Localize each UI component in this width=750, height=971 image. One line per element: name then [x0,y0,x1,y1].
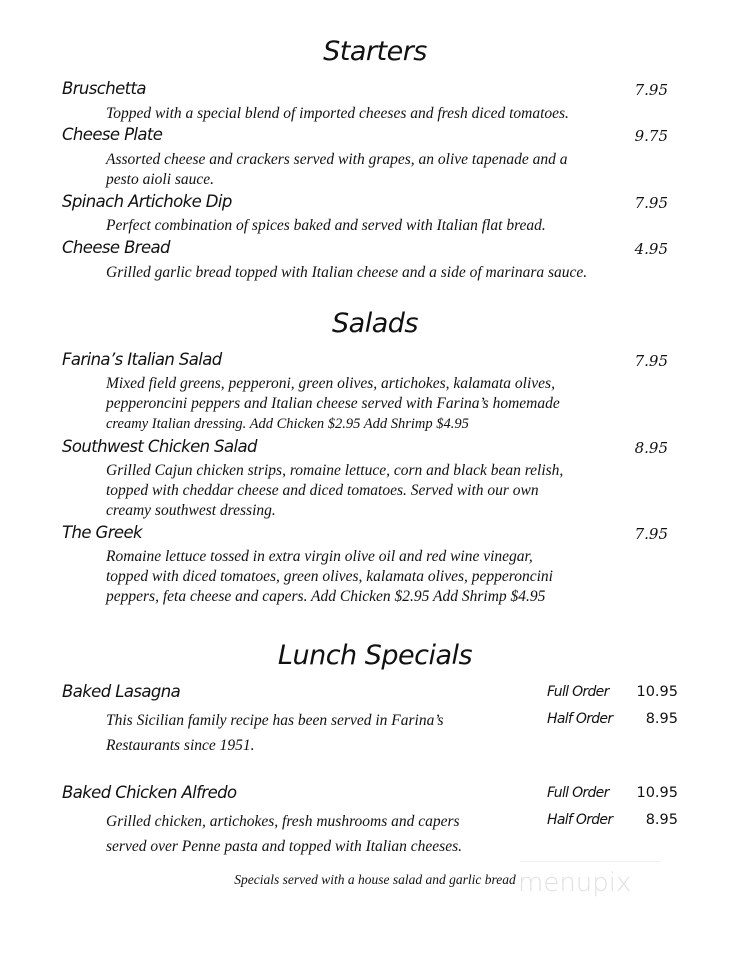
item-price-cheese-bread: 4.95 [634,240,668,258]
item-description-baked-chicken-alfredo [106,809,526,859]
description-line: Restaurants since 1951. [106,737,255,754]
description-line: peppers, feta cheese and capers. Add Chicken $2.95 Add Shrimp $4.95 [106,588,546,605]
description-line: Grilled chicken, artichokes, fresh mushrooms and capers [106,813,460,830]
description-line: Romaine lettuce tossed in extra virgin olive oil and red wine vinegar, [106,548,533,565]
section-title-salads: Salads [332,308,418,339]
item-name-southwest-chicken-salad: Southwest Chicken Salad [62,437,257,456]
full-order-price-baked-lasagna: 10.95 [636,684,678,700]
item-name-spinach-artichoke-dip: Spinach Artichoke Dip [62,192,232,211]
description-line: topped with cheddar cheese and diced tomatoes. Served with our own [106,482,539,499]
description-line: creamy Italian dressing. Add Chicken $2.95 Add Shrimp $4.95 [106,416,469,432]
item-name-farinas-italian-salad: Farina’s Italian Salad [62,350,222,369]
description-line: pesto aioli sauce. [106,171,215,188]
item-name-baked-chicken-alfredo: Baked Chicken Alfredo [62,783,237,802]
half-order-label-baked-lasagna: Half Order [547,711,613,727]
section-title-lunch-specials: Lunch Specials [277,640,473,671]
item-description-cheese-bread [106,263,646,283]
description-line: Grilled Cajun chicken strips, romaine lettuce, corn and black bean relish, [106,462,564,479]
menupix-watermark: menupix [518,868,632,898]
item-description-baked-lasagna [106,708,526,758]
half-order-label-baked-chicken-alfredo: Half Order [547,812,613,828]
description-line: topped with diced tomatoes, green olives, kalamata olives, pepperoncini [106,568,553,585]
description-line: Mixed field greens, pepperoni, green olives, artichokes, kalamata olives, [106,375,555,392]
item-name-bruschetta: Bruschetta [62,79,146,98]
description-line: Assorted cheese and crackers served with grapes, an olive tapenade and a [106,151,568,168]
description-line: Perfect combination of spices baked and served with Italian flat bread. [106,217,546,234]
item-price-southwest-chicken-salad: 8.95 [634,439,668,457]
item-name-the-greek: The Greek [62,523,142,542]
item-price-farinas-italian-salad: 7.95 [634,352,668,370]
watermark-divider [520,861,660,862]
item-price-bruschetta: 7.95 [634,81,668,99]
item-name-cheese-bread: Cheese Bread [62,238,170,257]
item-name-baked-lasagna: Baked Lasagna [62,682,181,701]
full-order-price-baked-chicken-alfredo: 10.95 [636,785,678,801]
description-line: pepperoncini peppers and Italian cheese served with Farina’s homemade [106,395,560,412]
item-description-farinas-italian-salad [106,374,646,434]
item-price-cheese-plate: 9.75 [634,127,668,145]
item-price-spinach-artichoke-dip: 7.95 [634,194,668,212]
half-order-price-baked-lasagna: 8.95 [645,711,678,727]
full-order-label-baked-chicken-alfredo: Full Order [547,785,609,801]
description-line: Topped with a special blend of imported cheeses and fresh diced tomatoes. [106,105,569,122]
item-description-southwest-chicken-salad [106,461,646,521]
specials-footnote: Specials served with a house salad and garlic bread [234,872,516,887]
item-price-the-greek: 7.95 [634,525,668,543]
item-name-cheese-plate: Cheese Plate [62,125,163,144]
item-description-cheese-plate [106,150,646,190]
half-order-price-baked-chicken-alfredo: 8.95 [645,812,678,828]
item-description-the-greek [106,547,646,607]
item-description-spinach-artichoke-dip [106,216,646,236]
description-line: served over Penne pasta and topped with Italian cheeses. [106,838,462,855]
section-title-starters: Starters [323,36,427,67]
description-line: creamy southwest dressing. [106,502,276,519]
full-order-label-baked-lasagna: Full Order [547,684,609,700]
description-line: Grilled garlic bread topped with Italian cheese and a side of marinara sauce. [106,264,588,281]
description-line: This Sicilian family recipe has been served in Farina’s [106,712,444,729]
item-description-bruschetta [106,104,646,124]
